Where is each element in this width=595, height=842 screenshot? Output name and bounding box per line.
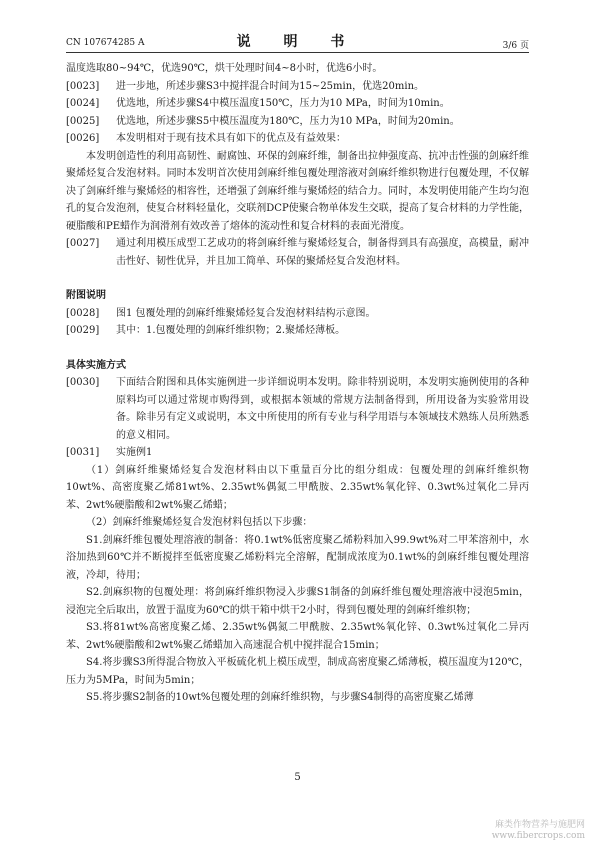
paragraph-0031 [66, 444, 529, 462]
page-header [66, 30, 529, 53]
paragraph-text: 下面结合附图和具体实施例进一步详细说明本发明。除非特别说明，本发明实施例使用的各种原料均可以通过常规市购得到，或根据本领域的常规方法制备得到，所用设备为实验常用设备。除非另有定义或说明，本文中所使用的所有专业与科学用语与本领域技术熟练人员所熟悉的意义相同。 [116, 377, 529, 441]
paragraph-text: 图1 包覆处理的剑麻纤维聚烯烃复合发泡材料结构示意图。 [116, 307, 376, 319]
paragraph-number: [0024] [66, 98, 100, 109]
step-s1: S1.剑麻纤维包覆处理溶液的制备：将0.1wt%低密度聚乙烯粉料加入99.9wt%对二甲苯溶剂中，水浴加热到60℃并不断搅拌至低密度聚乙烯粉料完全溶解，配制成浓度为0.1wt%的剑麻纤维包覆处理溶液，冷却，待用； [66, 534, 529, 581]
paragraph-number: [0031] [66, 447, 100, 458]
paragraph-text: 进一步地，所述步骤S3中搅拌混合时间为15~25min，优选20min。 [116, 80, 425, 92]
section-heading-embodiments: 具体实施方式 [66, 359, 126, 371]
paragraph-text: 优选地，所述步骤S5中模压温度为180℃，压力为10 MPa，时间为20min。 [116, 115, 460, 127]
step-s3: S3.将81wt%高密度聚乙烯、2.35wt%偶氮二甲酰胺、2.35wt%氧化锌、0.3wt%过氧化二异丙苯、2wt%硬脂酸和2wt%聚乙烯蜡加入高速混合机中搅拌混合15min； [66, 622, 529, 651]
paragraph-text: 通过利用模压成型工艺成功的将剑麻纤维与聚烯烃复合，制备得到具有高强度，高模量，耐冲击性好、韧性优异，并且加工简单、环保的聚烯烃复合发泡材料。 [116, 238, 529, 267]
step-s4: S4.将步骤S3所得混合物放入平板硫化机上模压成型，制成高密度聚乙烯薄板，模压温度为120℃，压力为5MPa，时间为5min； [66, 657, 529, 686]
paragraph-number: [0025] [66, 115, 100, 127]
advantages-paragraph: 本发明创造性的利用高韧性、耐腐蚀、环保的剑麻纤维，制备出拉伸强度高、抗冲击性强的剑麻纤维聚烯烃复合发泡材料。同时本发明首次使用剑麻纤维包覆处理溶液对剑麻纤维织物进行包覆处理，不仅解决了剑麻纤维与聚烯烃的相容性，还增强了剑麻纤维与聚烯烃的结合力。同时，本发明使用能产生均匀泡孔的复合发泡剂，使复合材料轻量化，交联剂DCP使聚合物单体发生交联，提高了复合材料的力学性能，硬脂酸和PE蜡作为润滑剂有效改善了熔体的流动性和复合材料的表面光滑度。 [66, 150, 529, 232]
paragraph-text: 优选地，所述步骤S4中模压温度150℃，压力为10 MPa，时间为10min。 [116, 98, 450, 109]
paragraph-number: [0030] [66, 377, 100, 388]
example-steps-intro: （2）剑麻纤维聚烯烃复合发泡材料包括以下步骤： [86, 517, 313, 528]
paragraph-0027 [66, 235, 529, 270]
paragraph-0029 [66, 322, 529, 340]
paragraph-number: [0029] [66, 325, 100, 336]
paragraph-0030 [66, 374, 529, 444]
paragraph-0024 [66, 95, 529, 113]
section-heading-figures: 附图说明 [66, 290, 106, 301]
paragraph-text: 其中：1.包覆处理的剑麻纤维织物；2.聚烯烃薄板。 [116, 325, 346, 336]
paragraph-text: 本发明相对于现有技术具有如下的优点及有益效果： [116, 133, 346, 144]
page-number: 5 [294, 772, 301, 783]
paragraph-0026 [66, 130, 529, 148]
paragraph-number: [0026] [66, 133, 100, 144]
paragraph-text: 实施例1 [116, 447, 153, 458]
paragraph-number: [0028] [66, 307, 100, 319]
step-s2: S2.剑麻织物的包覆处理：将剑麻纤维织物浸入步骤S1制备的剑麻纤维包覆处理溶液中浸泡5min，浸泡完全后取出，放置于温度为60℃的烘干箱中烘干2小时，得到包覆处理的剑麻纤维织物； [66, 587, 529, 616]
watermark [492, 820, 585, 842]
example-composition: （1）剑麻纤维聚烯烃复合发泡材料由以下重量百分比的组分组成：包覆处理的剑麻纤维织物10wt%、高密度聚乙烯81wt%、2.35wt%偶氮二甲酰胺、2.35wt%氧化锌、0.3wt%过氧化二异丙苯、2wt%硬脂酸和2wt%聚乙烯蜡； [66, 464, 529, 511]
document-title: 说 明 书 [236, 34, 359, 50]
watermark-url: www.fibercrops.com [491, 831, 585, 841]
watermark-name: 麻类作物营养与施肥网 [494, 820, 585, 830]
patent-number: CN 107674285 A [66, 38, 145, 48]
step-s5: S5.将步骤S2制备的10wt%包覆处理的剑麻纤维织物，与步骤S4制得的高密度聚乙烯薄 [86, 692, 474, 703]
paragraph-0028 [66, 305, 529, 323]
paragraph-0025 [66, 113, 529, 131]
document-body [66, 60, 529, 707]
page-indicator: 3/6 页 [502, 41, 529, 51]
continuation-line: 温度选取80~94℃，优选90℃，烘干处理时间4~8小时，优选6小时。 [66, 63, 383, 74]
paragraph-number: [0027] [66, 238, 100, 249]
paragraph-number: [0023] [66, 80, 100, 92]
paragraph-0023 [66, 78, 529, 96]
